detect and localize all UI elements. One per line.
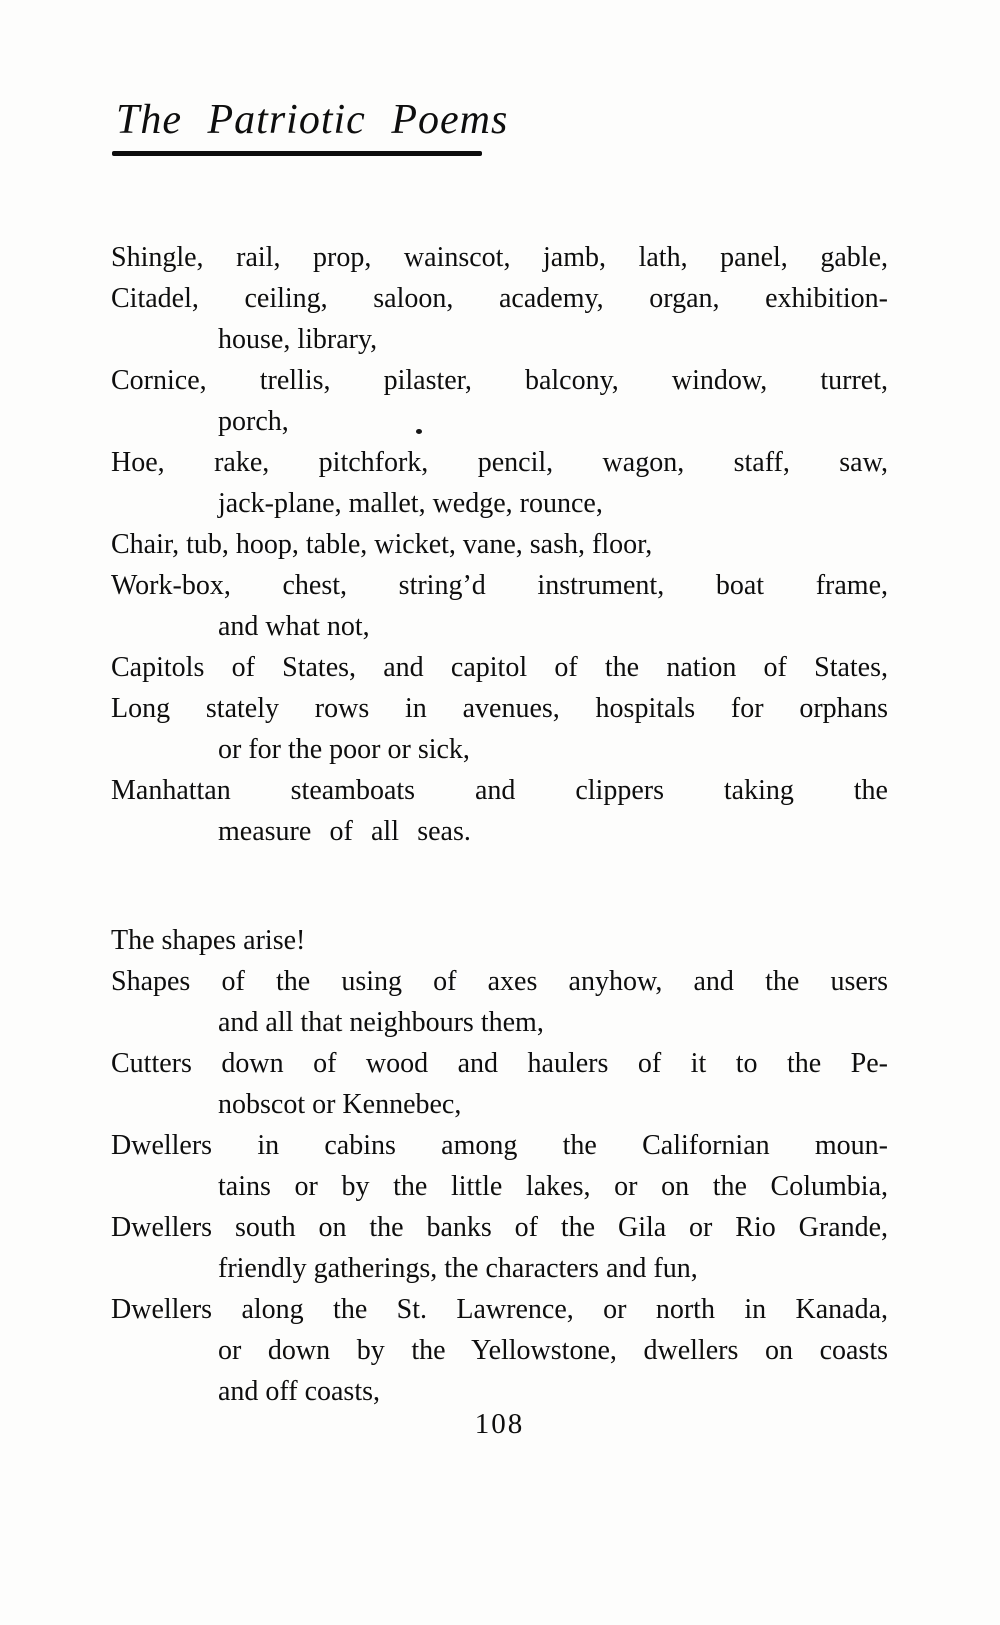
poem-line: measure of all seas. xyxy=(218,816,471,847)
poem-line: Capitols of States, and capitol of the nation of States, xyxy=(111,652,888,683)
poem-line: and all that neighbours them, xyxy=(218,1007,544,1038)
poem-line: Cornice, trellis, pilaster, balcony, window, turret, xyxy=(111,365,888,396)
page-number: 108 xyxy=(474,1408,525,1440)
poem-line: The shapes arise! xyxy=(111,925,306,956)
poem-line: Dwellers south on the banks of the Gila or Rio Grande, xyxy=(111,1212,888,1243)
poem-line: Shapes of the using of axes anyhow, and the users xyxy=(111,966,888,997)
stanza xyxy=(111,237,888,852)
poem-line: or down by the Yellowstone, dwellers on coasts xyxy=(218,1335,888,1366)
poem-line: and what not, xyxy=(218,611,370,642)
poem-line: Hoe, rake, pitchfork, pencil, wagon, staff, saw, xyxy=(111,447,888,478)
poem-line: nobscot or Kennebec, xyxy=(218,1089,462,1120)
poem-line: house, library, xyxy=(218,324,378,355)
poem-line: tains or by the little lakes, or on the Columbia, xyxy=(218,1171,888,1202)
poem-line: or for the poor or sick, xyxy=(218,734,470,765)
poem-line: Manhattan steamboats and clippers taking the xyxy=(111,775,888,806)
poem-line: jack-plane, mallet, wedge, rounce, xyxy=(218,488,603,519)
running-head-title: The Patriotic Poems xyxy=(116,97,509,143)
print-artifact-dot xyxy=(416,429,422,434)
poem-line: and off coasts, xyxy=(218,1376,380,1407)
poem-line: Dwellers along the St. Lawrence, or north in Kanada, xyxy=(111,1294,888,1325)
poem-line: Work-box, chest, string’d instrument, boat frame, xyxy=(111,570,888,601)
running-head-rule xyxy=(112,151,482,156)
poem-line: porch, xyxy=(218,406,289,437)
poem-line: Chair, tub, hoop, table, wicket, vane, sash, floor, xyxy=(111,529,653,560)
poem-line: Citadel, ceiling, saloon, academy, organ, exhibition- xyxy=(111,283,888,314)
poem-line: Long stately rows in avenues, hospitals for orphans xyxy=(111,693,888,724)
stanza xyxy=(111,920,888,1412)
poem xyxy=(111,237,888,1412)
poem-line: Cutters down of wood and haulers of it to the Pe- xyxy=(111,1048,888,1079)
poem-line: Dwellers in cabins among the Californian moun- xyxy=(111,1130,888,1161)
poem-line: Shingle, rail, prop, wainscot, jamb, lath, panel, gable, xyxy=(111,242,888,273)
poem-line: friendly gatherings, the characters and fun, xyxy=(218,1253,698,1284)
